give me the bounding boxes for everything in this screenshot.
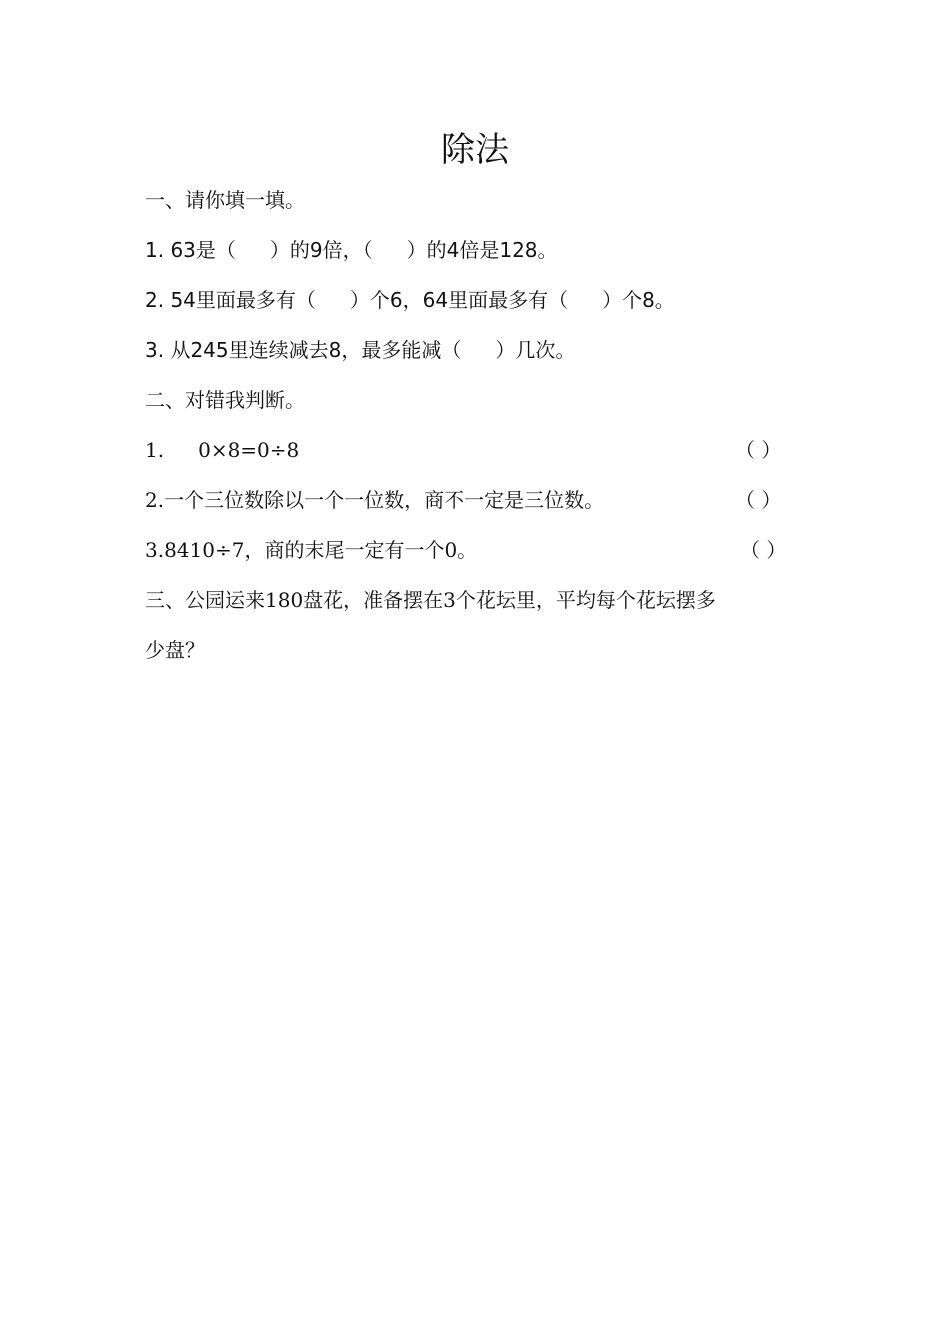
judge-item-2-answer-blank: （ ） <box>735 488 782 512</box>
judge-item-3-answer-blank: （ ） <box>740 538 787 562</box>
q1-part-a: 1. 63是（ <box>145 238 236 262</box>
q3-part-b: ）几次。 <box>495 338 576 362</box>
section1-heading: 一、请你填一填。 <box>145 188 305 212</box>
section3-question-line2: 少盘？ <box>145 638 205 662</box>
q2-part-b: ）个6，64里面最多有（ <box>349 288 569 312</box>
judge-item-1-answer-blank: （ ） <box>735 438 782 462</box>
fill-question-3 <box>145 336 575 364</box>
page-title: 除法 <box>441 130 509 170</box>
q1-part-c: ）的4倍是128。 <box>406 238 558 262</box>
judge-item-3-text: 3.8410÷7，商的末尾一定有一个0。 <box>145 538 478 562</box>
section2-heading: 二、对错我判断。 <box>145 388 305 412</box>
fill-question-2 <box>145 286 675 314</box>
q2-part-a: 2. 54里面最多有（ <box>145 288 316 312</box>
q2-part-c: ）个8。 <box>602 288 675 312</box>
fill-question-1 <box>145 236 558 264</box>
section3-question-line1: 三、公园运来180盘花，准备摆在3个花坛里，平均每个花坛摆多 <box>145 588 716 612</box>
q1-part-b: ）的9倍，（ <box>269 238 373 262</box>
judge-item-1-text: 0×8=0÷8 <box>198 438 300 462</box>
judge-item-2-text: 2.一个三位数除以一个一位数，商不一定是三位数。 <box>145 488 605 512</box>
judge-item-1-number: 1. <box>145 438 165 462</box>
judge-item-1 <box>145 436 299 464</box>
q3-part-a: 3. 从245里连续减去8，最多能减（ <box>145 338 462 362</box>
